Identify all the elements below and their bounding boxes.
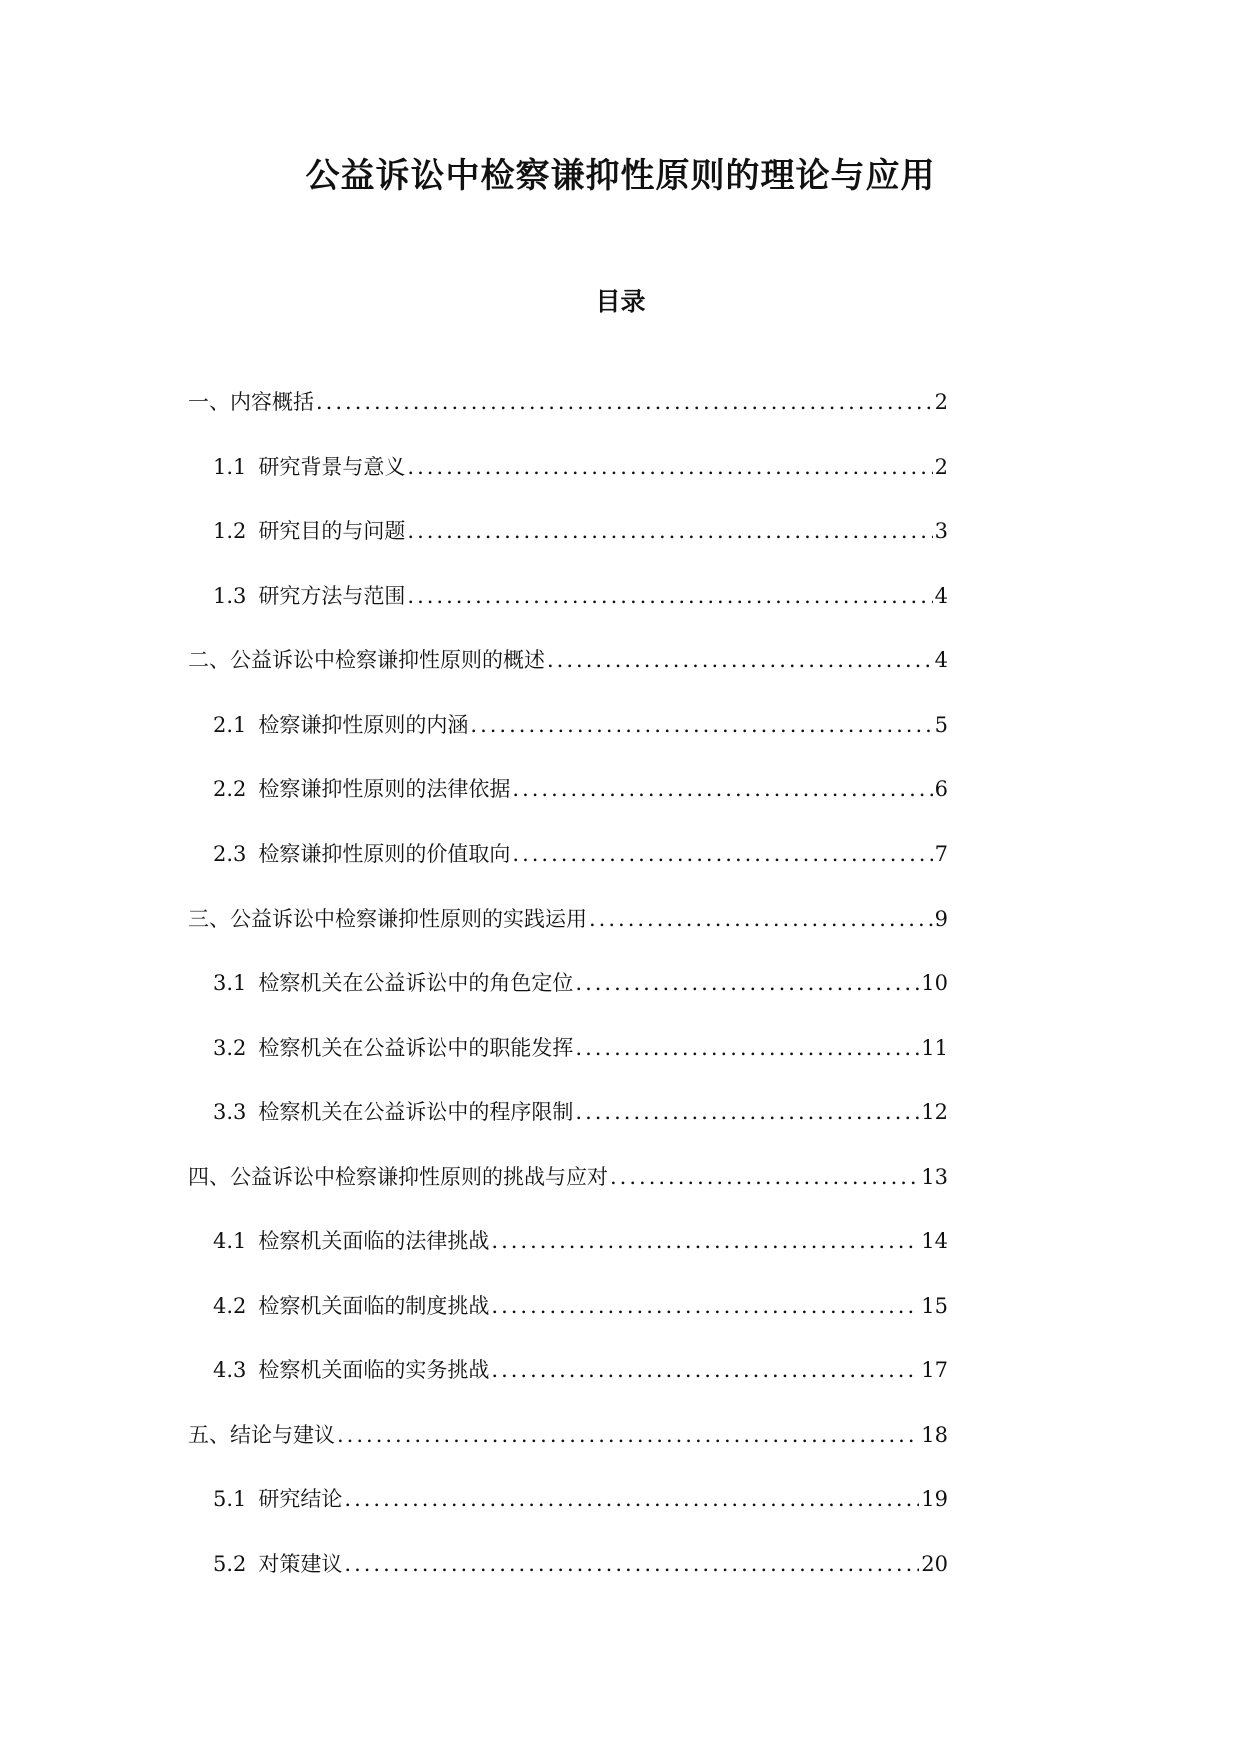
toc-dot-leader: [491, 1291, 919, 1321]
toc-entry-title: 检察机关面临的制度挑战: [258, 1294, 490, 1318]
toc-entry-2-1[interactable]: [213, 710, 948, 740]
toc-entry-3-2[interactable]: [213, 1033, 948, 1063]
toc-page-number: 13: [921, 1165, 948, 1189]
toc-entry-title: 检察机关在公益诉讼中的程序限制: [258, 1100, 574, 1124]
toc-dot-leader: [575, 968, 919, 998]
toc-entry-title: 检察谦抑性原则的内涵: [258, 713, 469, 737]
toc-section-number: 3.2: [213, 1036, 247, 1060]
toc-entry-title: 对策建议: [258, 1552, 343, 1576]
toc-page-number: 10: [921, 971, 948, 995]
toc-heading: 目录: [595, 287, 646, 316]
toc-section-number: 3.3: [213, 1100, 247, 1124]
toc-entry-title: 检察谦抑性原则的价值取向: [258, 842, 511, 866]
toc-entry-title: 检察机关面临的法律挑战: [258, 1229, 490, 1253]
toc-entry-4-1[interactable]: [213, 1226, 948, 1256]
toc-entry-4-2[interactable]: [213, 1291, 948, 1321]
toc-entry-3-1[interactable]: [213, 968, 948, 998]
toc-section-number: 2.3: [213, 842, 247, 866]
toc-section-number: 4.2: [213, 1294, 247, 1318]
toc-entry-title: 二、公益诉讼中检察谦抑性原则的概述: [188, 648, 545, 672]
toc-dot-leader: [344, 1484, 919, 1514]
toc-section-number: 4.3: [213, 1358, 247, 1382]
toc-dot-leader: [610, 1162, 919, 1192]
toc-entry-1-1[interactable]: [213, 452, 948, 482]
toc-page-number: 17: [921, 1358, 948, 1382]
toc-page-number: 4: [934, 648, 948, 672]
toc-entry-title: 研究背景与意义: [258, 455, 406, 479]
toc-dot-leader: [512, 839, 932, 869]
toc-dot-leader: [316, 387, 933, 417]
toc-section-number: 3.1: [213, 971, 247, 995]
toc-section-number: 1.3: [213, 584, 247, 608]
toc-page-number: 19: [921, 1487, 948, 1511]
toc-page-number: 18: [921, 1423, 948, 1447]
toc-entry-title: 研究结论: [258, 1487, 343, 1511]
toc-section-number: 2.2: [213, 777, 247, 801]
toc-entry-title: 四、公益诉讼中检察谦抑性原则的挑战与应对: [188, 1165, 608, 1189]
toc-entry-title: 检察机关在公益诉讼中的角色定位: [258, 971, 574, 995]
toc-section-number: 5.1: [213, 1487, 247, 1511]
toc-entry-title: 研究目的与问题: [258, 519, 406, 543]
toc-page-number: 2: [934, 390, 948, 414]
toc-dot-leader: [337, 1420, 919, 1450]
toc-entry-4-3[interactable]: [213, 1355, 948, 1385]
toc-dot-leader: [575, 1097, 919, 1127]
toc-page-number: 7: [934, 842, 948, 866]
toc-entry-title: 检察机关面临的实务挑战: [258, 1358, 490, 1382]
toc-dot-leader: [547, 645, 933, 675]
toc-entry-1-2[interactable]: [213, 516, 948, 546]
toc-dot-leader: [344, 1549, 919, 1579]
toc-section-number: 4.1: [213, 1229, 247, 1253]
toc-dot-leader: [407, 581, 932, 611]
toc-entry-title: 研究方法与范围: [258, 584, 406, 608]
toc-section-number: 2.1: [213, 713, 247, 737]
toc-entry-2[interactable]: [188, 645, 948, 675]
toc-entry-title: 五、结论与建议: [188, 1423, 335, 1447]
toc-page-number: 5: [934, 713, 948, 737]
toc-dot-leader: [575, 1033, 919, 1063]
toc-entry-3[interactable]: [188, 904, 948, 934]
toc-page-number: 2: [934, 455, 948, 479]
toc-section-number: 1.2: [213, 519, 247, 543]
toc-dot-leader: [407, 516, 932, 546]
toc-entry-5[interactable]: [188, 1420, 948, 1450]
toc-page-number: 11: [921, 1036, 948, 1060]
toc-page-number: 6: [934, 777, 948, 801]
toc-page-number: 4: [934, 584, 948, 608]
toc-page-number: 14: [921, 1229, 948, 1253]
toc-entry-5-2[interactable]: [213, 1549, 948, 1579]
toc-dot-leader: [491, 1226, 919, 1256]
toc-entry-3-3[interactable]: [213, 1097, 948, 1127]
toc-entry-1[interactable]: [188, 387, 948, 417]
document-title: 公益诉讼中检察谦抑性原则的理论与应用: [305, 156, 936, 196]
toc-page-number: 20: [921, 1552, 948, 1576]
toc-page-number: 3: [934, 519, 948, 543]
toc-entry-5-1[interactable]: [213, 1484, 948, 1514]
toc-page-number: 12: [921, 1100, 948, 1124]
toc-entry-title: 检察谦抑性原则的法律依据: [258, 777, 511, 801]
toc-entry-4[interactable]: [188, 1162, 948, 1192]
toc-entry-title: 三、公益诉讼中检察谦抑性原则的实践运用: [188, 907, 587, 931]
toc-section-number: 1.1: [213, 455, 247, 479]
toc-entry-title: 检察机关在公益诉讼中的职能发挥: [258, 1036, 574, 1060]
toc-section-number: 5.2: [213, 1552, 247, 1576]
toc-entry-2-2[interactable]: [213, 774, 948, 804]
toc-entry-2-3[interactable]: [213, 839, 948, 869]
toc-entry-title: 一、内容概括: [188, 390, 314, 414]
toc-dot-leader: [589, 904, 933, 934]
toc-page-number: 15: [921, 1294, 948, 1318]
toc-dot-leader: [470, 710, 932, 740]
toc-entry-1-3[interactable]: [213, 581, 948, 611]
toc-dot-leader: [512, 774, 932, 804]
toc-page-number: 9: [934, 907, 948, 931]
toc-dot-leader: [491, 1355, 919, 1385]
toc-dot-leader: [407, 452, 932, 482]
